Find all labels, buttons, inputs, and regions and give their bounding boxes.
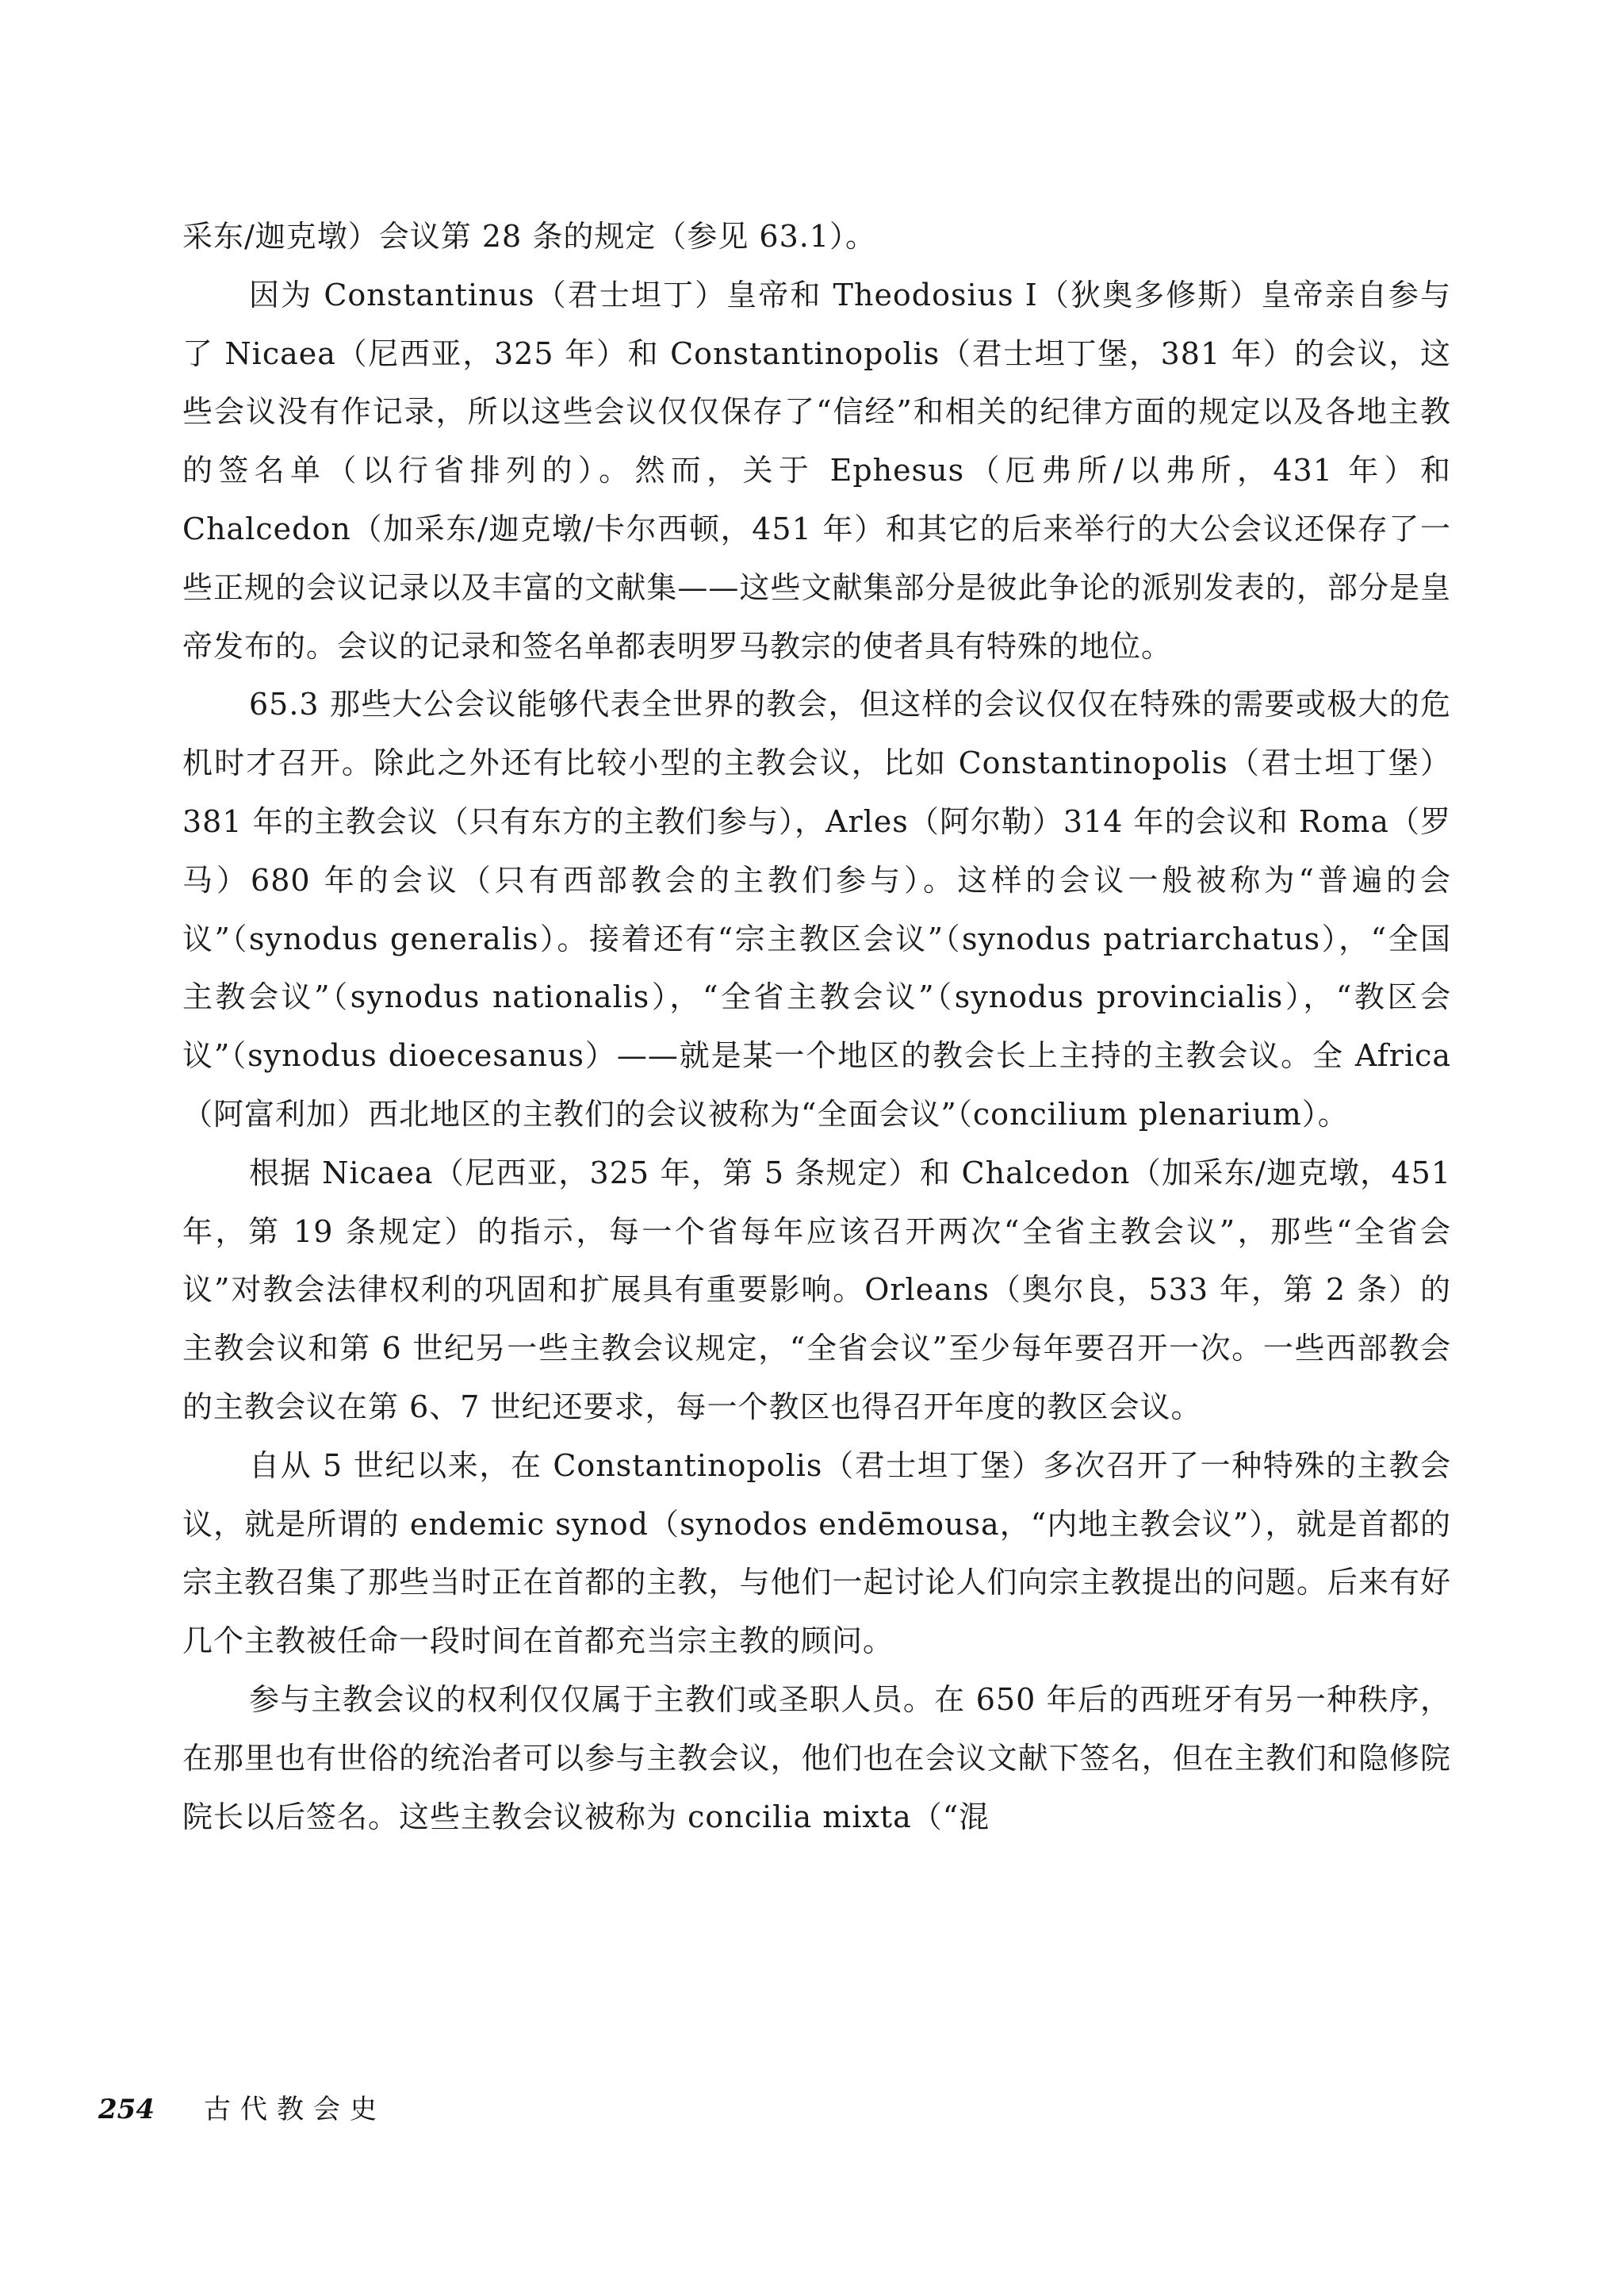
paragraph-participation: 参与主教会议的权利仅仅属于主教们或圣职人员。在 650 年后的西班牙有另一种秩序，在那里也有世俗的统治者可以参与主教会议，他们也在会议文献下签名，但在主教们和隐修院院长以后签名。这些主教会议被称为 concilia mixta（“混 [182, 1681, 1451, 1834]
paragraph-provincial-councils: 根据 Nicaea（尼西亚，325 年，第 5 条规定）和 Chalcedon（加采东/迦克墩，451 年，第 19 条规定）的指示，每一个省每年应该召开两次“全省主教会议”，那些“全省会议”对教会法律权利的巩固和扩展具有重要影响。Orleans（奥尔良，533 年，第 2 条）的主教会议和第 6 世纪另一些主教会议规定，“全省会议”至少每年要召开一次。一些西部教会的主教会议在第 6、7 世纪还要求，每一个教区也得召开年度的教区会议。 [182, 1155, 1451, 1424]
page-number: 254 [98, 2094, 155, 2125]
paragraph-endemic-synod: 自从 5 世纪以来，在 Constantinopolis（君士坦丁堡）多次召开了一种特殊的主教会议，就是所谓的 endemic synod（synodos endēmousa，“内地主教会议”），就是首都的宗主教召集了那些当时正在首都的主教，与他们一起讨论人们向宗主教提出的问题。后来有好几个主教被任命一段时间在首都充当宗主教的顾问。 [182, 1447, 1451, 1659]
running-title: 古代教会史 [203, 2094, 386, 2125]
page-footer [98, 2087, 386, 2126]
page-body [182, 208, 1451, 1846]
paragraph-council-records: 因为 Constantinus（君士坦丁）皇帝和 Theodosius I（狄奥多修斯）皇帝亲自参与了 Nicaea（尼西亚，325 年）和 Constantinopolis（君士坦丁堡，381 年）的会议，这些会议没有作记录，所以这些会议仅仅保存了“信经”和相关的纪律方面的规定以及各地主教的签名单（以行省排列的）。然而，关于 Ephesus（厄弗所/以弗所，431 年）和 Chalcedon（加采东/迦克墩/卡尔西顿，451 年）和其它的后来举行的大公会议还保存了一些正规的会议记录以及丰富的文献集——这些文献集部分是彼此争论的派别发表的，部分是皇帝发布的。会议的记录和签名单都表明罗马教宗的使者具有特殊的地位。 [182, 277, 1451, 664]
paragraph-section-65-3: 65.3 那些大公会议能够代表全世界的教会，但这样的会议仅仅在特殊的需要或极大的危机时才召开。除此之外还有比较小型的主教会议，比如 Constantinopolis（君士坦丁堡）381 年的主教会议（只有东方的主教们参与），Arles（阿尔勒）314 年的会议和 Roma（罗马）680 年的会议（只有西部教会的主教们参与）。这样的会议一般被称为“普遍的会议”（synodus generalis）。接着还有“宗主教区会议”（synodus patriarchatus），“全国主教会议”（synodus nationalis），“全省主教会议”（synodus provincialis），“教区会议”（synodus dioecesanus）——就是某一个地区的教会长上主持的主教会议。全 Africa（阿富利加）西北地区的主教们的会议被称为“全面会议”（concilium plenarium）。 [182, 687, 1451, 1132]
paragraph-continuation: 采东/迦克墩）会议第 28 条的规定（参见 63.1）。 [182, 219, 877, 254]
